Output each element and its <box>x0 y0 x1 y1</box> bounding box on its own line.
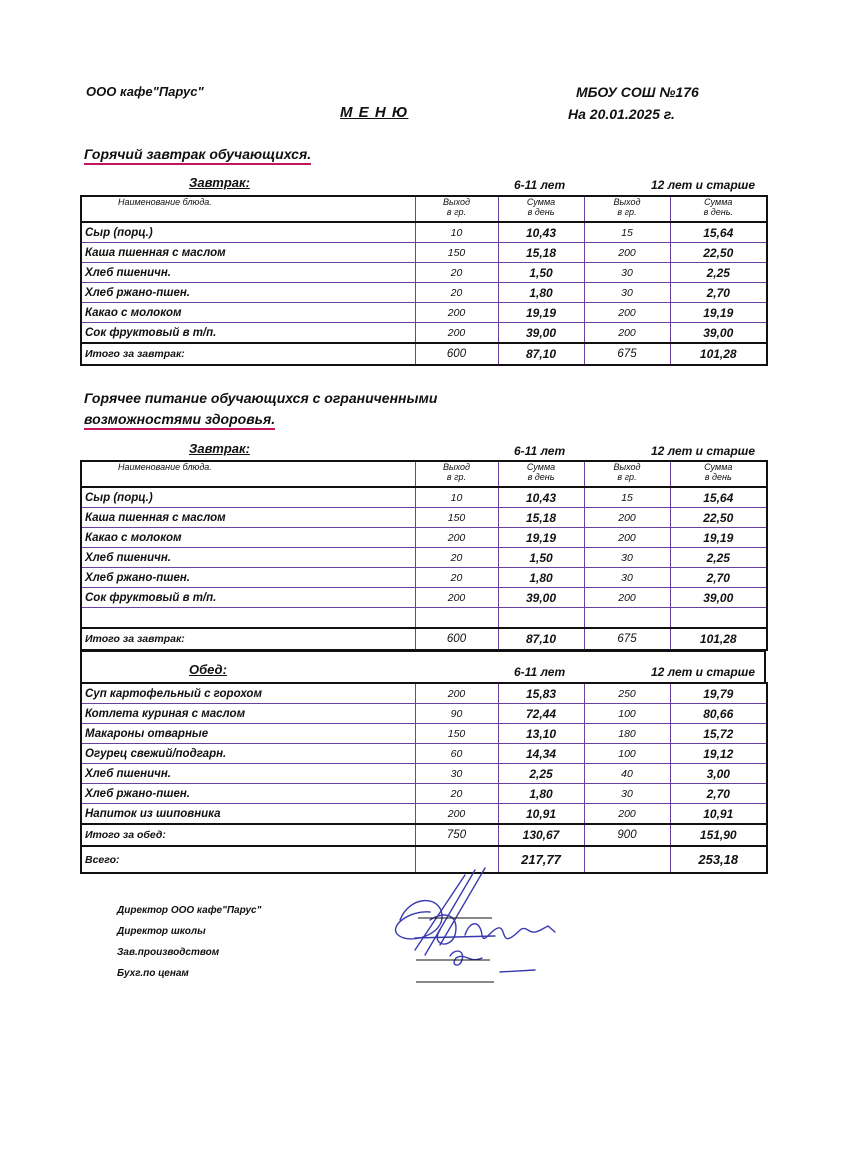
portion-g: 200 <box>584 303 670 323</box>
dish-name: Сок фруктовый в т/п. <box>81 323 415 344</box>
table-row <box>81 487 767 508</box>
table-row <box>81 243 767 263</box>
column-header: Выход в гр. <box>415 461 498 487</box>
total-price: 101,28 <box>670 343 767 365</box>
price: 10,91 <box>670 804 767 825</box>
grand-total-price: 253,18 <box>670 846 767 873</box>
dish-name: Хлеб пшеничн. <box>81 263 415 283</box>
price: 13,10 <box>498 724 584 744</box>
price: 2,25 <box>670 548 767 568</box>
grand-total-portion <box>584 846 670 873</box>
dish-name: Каша пшенная с маслом <box>81 508 415 528</box>
page-title: М Е Н Ю <box>340 104 409 121</box>
price: 19,19 <box>670 303 767 323</box>
lunch-table <box>80 682 768 874</box>
dish-name: Каша пшенная с маслом <box>81 243 415 263</box>
section2-title-line2: возможностями здоровья. <box>84 411 275 430</box>
price: 19,19 <box>670 528 767 548</box>
dish-name: Хлеб пшеничн. <box>81 764 415 784</box>
price: 1,80 <box>498 568 584 588</box>
price: 2,70 <box>670 784 767 804</box>
table-row <box>81 704 767 724</box>
portion-g <box>415 608 498 629</box>
dish-name: Напиток из шиповника <box>81 804 415 825</box>
table-row <box>81 724 767 744</box>
dish-name: Какао с молоком <box>81 528 415 548</box>
portion-g: 60 <box>415 744 498 764</box>
lunch-group1-label: 6-11 лет <box>514 665 566 679</box>
portion-g: 90 <box>415 704 498 724</box>
portion-g: 40 <box>584 764 670 784</box>
price: 2,70 <box>670 568 767 588</box>
portion-g: 20 <box>415 784 498 804</box>
table-row <box>81 608 767 629</box>
table-row <box>81 283 767 303</box>
table-row <box>81 528 767 548</box>
total-label: Итого за завтрак: <box>81 628 415 650</box>
total-portion: 675 <box>584 628 670 650</box>
table-row <box>81 744 767 764</box>
table-header-row <box>81 461 767 487</box>
price: 80,66 <box>670 704 767 724</box>
total-row <box>81 343 767 365</box>
price: 15,83 <box>498 683 584 704</box>
total-label: Итого за обед: <box>81 824 415 846</box>
dish-name <box>81 608 415 629</box>
portion-g: 100 <box>584 704 670 724</box>
section2-group2-label: 12 лет и старше <box>651 444 756 458</box>
breakfast-table-2 <box>80 460 768 651</box>
price: 19,79 <box>670 683 767 704</box>
portion-g: 200 <box>415 804 498 825</box>
signature-label-school-director: Директор школы <box>117 926 206 937</box>
price: 22,50 <box>670 243 767 263</box>
total-row <box>81 628 767 650</box>
price: 15,72 <box>670 724 767 744</box>
total-price: 87,10 <box>498 343 584 365</box>
total-price: 130,67 <box>498 824 584 846</box>
portion-g: 200 <box>415 303 498 323</box>
table-row <box>81 784 767 804</box>
dish-name: Суп картофельный с горохом <box>81 683 415 704</box>
price: 10,43 <box>498 222 584 243</box>
lunch-meal-label: Обед: <box>189 662 227 677</box>
handwritten-signature <box>370 860 570 990</box>
price <box>670 608 767 629</box>
breakfast-table-1 <box>80 195 768 366</box>
price: 39,00 <box>670 588 767 608</box>
column-header: Наименование блюда. <box>81 461 415 487</box>
section1-group2-label: 12 лет и старше <box>651 178 756 192</box>
signature-label-cafe-director: Директор ООО кафе"Парус" <box>117 905 262 916</box>
portion-g: 200 <box>415 588 498 608</box>
dish-name: Хлеб ржано-пшен. <box>81 283 415 303</box>
dish-name: Котлета куриная с маслом <box>81 704 415 724</box>
section1-group1-label: 6-11 лет <box>514 178 566 192</box>
dish-name: Хлеб ржано-пшен. <box>81 784 415 804</box>
grand-total-label: Всего: <box>81 846 415 873</box>
total-price: 151,90 <box>670 824 767 846</box>
organization-name: ООО кафе"Парус" <box>86 84 204 99</box>
portion-g: 30 <box>584 548 670 568</box>
portion-g: 200 <box>584 508 670 528</box>
portion-g: 200 <box>584 323 670 344</box>
portion-g: 30 <box>584 784 670 804</box>
portion-g: 15 <box>584 222 670 243</box>
table-row <box>81 508 767 528</box>
table-row <box>81 222 767 243</box>
portion-g: 150 <box>415 508 498 528</box>
price: 15,64 <box>670 222 767 243</box>
price: 2,25 <box>670 263 767 283</box>
dish-name: Сыр (порц.) <box>81 222 415 243</box>
price: 15,18 <box>498 243 584 263</box>
portion-g: 20 <box>415 568 498 588</box>
table-row <box>81 804 767 825</box>
price: 1,80 <box>498 283 584 303</box>
table-row <box>81 323 767 344</box>
signature-label-accountant: Бухг.по ценам <box>117 968 189 979</box>
total-label: Итого за завтрак: <box>81 343 415 365</box>
dish-name: Макароны отварные <box>81 724 415 744</box>
portion-g: 30 <box>415 764 498 784</box>
menu-date: На 20.01.2025 г. <box>568 106 675 122</box>
portion-g: 200 <box>584 588 670 608</box>
table-row <box>81 764 767 784</box>
price: 1,80 <box>498 784 584 804</box>
column-header: Выход в гр. <box>584 461 670 487</box>
school-name: МБОУ СОШ №176 <box>576 84 699 100</box>
section2-title-line1: Горячее питание обучающихся с ограниченными <box>84 390 438 406</box>
price: 3,00 <box>670 764 767 784</box>
table-row <box>81 588 767 608</box>
section1-meal-label: Завтрак: <box>189 175 250 190</box>
table-row <box>81 303 767 323</box>
dish-name: Какао с молоком <box>81 303 415 323</box>
price: 1,50 <box>498 263 584 283</box>
total-portion: 750 <box>415 824 498 846</box>
portion-g: 20 <box>415 283 498 303</box>
price: 14,34 <box>498 744 584 764</box>
table-header-row <box>81 196 767 222</box>
table-row <box>81 548 767 568</box>
portion-g: 200 <box>415 683 498 704</box>
price: 10,43 <box>498 487 584 508</box>
price: 19,19 <box>498 303 584 323</box>
portion-g: 150 <box>415 724 498 744</box>
column-header: Наименование блюда. <box>81 196 415 222</box>
section1-title: Горячий завтрак обучающихся. <box>84 146 311 165</box>
column-header: Сумма в день. <box>670 196 767 222</box>
table-row <box>81 568 767 588</box>
portion-g: 200 <box>584 804 670 825</box>
total-row <box>81 824 767 846</box>
price: 2,25 <box>498 764 584 784</box>
total-portion: 600 <box>415 628 498 650</box>
price: 19,12 <box>670 744 767 764</box>
price: 39,00 <box>670 323 767 344</box>
column-header: Выход в гр. <box>415 196 498 222</box>
column-header: Сумма в день <box>498 196 584 222</box>
total-price: 87,10 <box>498 628 584 650</box>
lunch-group2-label: 12 лет и старше <box>651 665 756 679</box>
portion-g: 200 <box>415 323 498 344</box>
price <box>498 608 584 629</box>
signature-label-production-head: Зав.производством <box>117 947 220 958</box>
dish-name: Огурец свежий/подгарн. <box>81 744 415 764</box>
price: 10,91 <box>498 804 584 825</box>
dish-name: Сок фруктовый в т/п. <box>81 588 415 608</box>
price: 72,44 <box>498 704 584 724</box>
price: 22,50 <box>670 508 767 528</box>
total-price: 101,28 <box>670 628 767 650</box>
price: 19,19 <box>498 528 584 548</box>
total-portion: 900 <box>584 824 670 846</box>
portion-g: 30 <box>584 263 670 283</box>
total-portion: 675 <box>584 343 670 365</box>
portion-g: 20 <box>415 263 498 283</box>
section2-group1-label: 6-11 лет <box>514 444 566 458</box>
portion-g: 150 <box>415 243 498 263</box>
grand-total-price: 217,77 <box>498 846 584 873</box>
portion-g: 100 <box>584 744 670 764</box>
portion-g: 10 <box>415 487 498 508</box>
column-header: Сумма в день <box>498 461 584 487</box>
portion-g: 20 <box>415 548 498 568</box>
portion-g: 30 <box>584 283 670 303</box>
portion-g: 200 <box>584 528 670 548</box>
price: 39,00 <box>498 323 584 344</box>
portion-g: 250 <box>584 683 670 704</box>
dish-name: Хлеб пшеничн. <box>81 548 415 568</box>
portion-g: 10 <box>415 222 498 243</box>
total-portion: 600 <box>415 343 498 365</box>
dish-name: Сыр (порц.) <box>81 487 415 508</box>
column-header: Выход в гр. <box>584 196 670 222</box>
portion-g: 15 <box>584 487 670 508</box>
price: 15,64 <box>670 487 767 508</box>
section2-breakfast-label: Завтрак: <box>189 441 250 456</box>
price: 1,50 <box>498 548 584 568</box>
portion-g: 30 <box>584 568 670 588</box>
portion-g <box>584 608 670 629</box>
table-row <box>81 263 767 283</box>
portion-g: 180 <box>584 724 670 744</box>
dish-name: Хлеб ржано-пшен. <box>81 568 415 588</box>
portion-g: 200 <box>584 243 670 263</box>
portion-g: 200 <box>415 528 498 548</box>
table-row <box>81 683 767 704</box>
price: 2,70 <box>670 283 767 303</box>
price: 15,18 <box>498 508 584 528</box>
price: 39,00 <box>498 588 584 608</box>
column-header: Сумма в день <box>670 461 767 487</box>
